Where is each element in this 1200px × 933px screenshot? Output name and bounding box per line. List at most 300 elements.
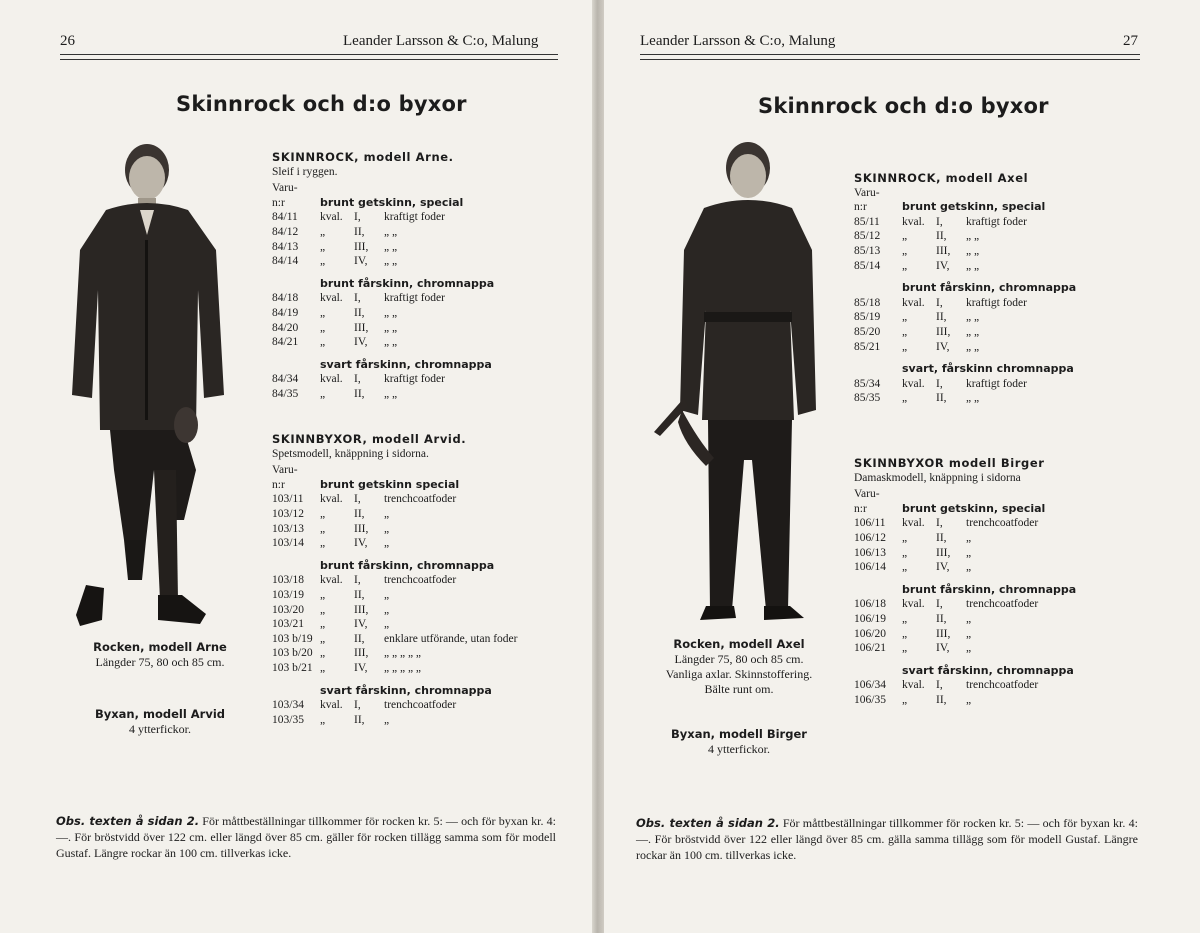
page-title: Skinnrock och d:o byxor (758, 94, 1049, 118)
quality-grade: II, (354, 588, 365, 601)
quality-grade: II, (936, 531, 947, 544)
article-number: 84/34 (272, 373, 299, 386)
page-header: Leander Larsson & C:o, Malung (343, 33, 539, 49)
spec-row (854, 531, 1154, 546)
obs-note (56, 813, 556, 861)
lining: kraftigt foder (966, 215, 1027, 228)
lining: „ (966, 546, 972, 559)
spec-group-heading-row (272, 277, 572, 292)
varu-label-2: n:r (272, 196, 285, 209)
caption-pants-text: 4 ytterfickor. (708, 742, 770, 756)
quality-label: „ (902, 693, 908, 706)
spec-group-heading: svart fårskinn, chromnappa (902, 663, 1074, 677)
spec-group (854, 362, 1154, 406)
quality-grade: I, (936, 517, 943, 530)
article-number: 103/11 (272, 493, 304, 506)
spec-row (854, 244, 1154, 259)
quality-label: kval. (902, 296, 925, 309)
spec-row (854, 560, 1154, 575)
spec-pants-birger (854, 456, 1154, 708)
article-number: 85/13 (854, 244, 881, 257)
coat-photo-arne (66, 140, 228, 635)
quality-label: „ (902, 340, 908, 353)
spec-group (272, 684, 572, 728)
article-number: 85/34 (854, 377, 881, 390)
article-number: 84/35 (272, 387, 299, 400)
lining: enklare utförande, utan foder (384, 632, 518, 645)
article-number: 84/19 (272, 306, 299, 319)
article-number: 84/20 (272, 321, 299, 334)
caption-coat (644, 637, 834, 697)
quality-label: „ (320, 661, 326, 674)
spec-group-heading: svart fårskinn, chromnappa (320, 683, 492, 697)
spec-row (272, 225, 572, 240)
quality-label: „ (320, 225, 326, 238)
spec-table (272, 478, 572, 728)
lining: trenchcoatfoder (384, 493, 457, 506)
varu-label-2 (272, 358, 320, 373)
spec-group-heading-row (854, 281, 1154, 296)
lining: „ (384, 507, 390, 520)
spec-row (272, 617, 572, 632)
quality-label: „ (902, 627, 908, 640)
spec-row (854, 597, 1154, 612)
spec-group (272, 478, 572, 551)
spec-group (854, 281, 1154, 354)
quality-label: „ (902, 612, 908, 625)
spec-group-heading-row (854, 502, 1154, 517)
article-number: 103/35 (272, 713, 304, 726)
quality-label: „ (320, 522, 326, 535)
spec-row (272, 573, 572, 588)
article-number: 85/12 (854, 230, 881, 243)
spec-row (272, 291, 572, 306)
quality-label: kval. (320, 493, 343, 506)
quality-grade: II, (936, 230, 947, 243)
caption-coat (60, 640, 260, 670)
spec-coat-arne (272, 150, 572, 402)
quality-label: „ (320, 603, 326, 616)
lining: „ „ (966, 325, 980, 338)
varu-label-2 (854, 362, 902, 377)
quality-grade: II, (936, 612, 947, 625)
varu-label-2 (272, 684, 320, 699)
lining: „ (966, 612, 972, 625)
quality-grade: IV, (936, 259, 950, 272)
spec-row (272, 210, 572, 225)
quality-label: „ (320, 255, 326, 268)
quality-label: „ (902, 531, 908, 544)
varu-label-1: Varu- (272, 182, 298, 195)
quality-label: „ (320, 321, 326, 334)
lining: kraftigt foder (384, 373, 445, 386)
spec-subtitle: Sleif i ryggen. (272, 165, 338, 178)
caption-pants (60, 707, 260, 737)
article-number: 103/20 (272, 603, 304, 616)
header-rule (60, 54, 558, 60)
spec-group-heading-row (854, 664, 1154, 679)
varu-label-1: Varu- (854, 186, 880, 199)
lining: trenchcoatfoder (384, 699, 457, 712)
article-number: 106/35 (854, 693, 886, 706)
spec-group-heading-row (854, 362, 1154, 377)
spec-group (272, 277, 572, 350)
spec-group (272, 358, 572, 402)
quality-grade: III, (936, 546, 951, 559)
article-number: 106/20 (854, 627, 886, 640)
varu-label (854, 487, 1154, 502)
spec-group-heading: brunt getskinn, special (902, 501, 1046, 515)
varu-label-2 (272, 277, 320, 292)
spec-subtitle: Damaskmodell, knäppning i sidorna (854, 471, 1021, 484)
spec-row (854, 641, 1154, 656)
caption-coat-line1: Längder 75, 80 och 85 cm. (674, 652, 804, 666)
spec-group-heading-row (272, 196, 572, 211)
spec-row (272, 240, 572, 255)
page-number: 27 (1123, 33, 1138, 49)
quality-grade: IV, (354, 537, 368, 550)
spec-row (854, 627, 1154, 642)
quality-grade: II, (936, 311, 947, 324)
obs-text: För måttbeställningar tillkommer för rocken kr. 5: — och för byxan kr. 4: —. För bröstvidd över 122 cm. eller längd över 85 cm. gäller för rocken tillägg samma som för modell Gustaf. Längre rockar än 100 cm. tillverkas icke. (56, 814, 556, 860)
spec-title: SKINNROCK, modell Axel (854, 171, 1029, 185)
lining: „ „ (966, 340, 980, 353)
quality-grade: I, (936, 598, 943, 611)
article-number: 84/11 (272, 211, 298, 224)
spec-row (272, 372, 572, 387)
spec-group-heading: brunt fårskinn, chromnappa (902, 582, 1077, 596)
spec-group-heading-row (854, 200, 1154, 215)
caption-coat-title: Rocken, modell Arne (93, 640, 227, 654)
article-number: 85/14 (854, 259, 881, 272)
spec-title: SKINNBYXOR modell Birger (854, 456, 1045, 470)
varu-label-2 (854, 583, 902, 598)
obs-text: För måttbeställningar tillkommer för rocken kr. 5: — och för byxan kr. 4: —. För bröstvidd över 122 eller längd över 85 cm. gälla samma tillägg som för modell Gustaf. Längre rockar än 100 cm. tillverkas icke. (636, 816, 1138, 862)
spec-row (854, 215, 1154, 230)
spec-group (854, 200, 1154, 273)
article-number: 103/19 (272, 588, 304, 601)
article-number: 106/34 (854, 679, 886, 692)
quality-grade: IV, (936, 642, 950, 655)
lining: trenchcoatfoder (384, 574, 457, 587)
spec-group (854, 664, 1154, 708)
lining: „ „ (384, 306, 398, 319)
quality-grade: III, (936, 244, 951, 257)
quality-grade: III, (936, 627, 951, 640)
page-title: Skinnrock och d:o byxor (176, 92, 467, 116)
quality-grade: II, (354, 387, 365, 400)
article-number: 103/13 (272, 522, 304, 535)
quality-label: „ (320, 632, 326, 645)
article-number: 84/13 (272, 240, 299, 253)
lining: trenchcoatfoder (966, 598, 1039, 611)
spec-row (854, 259, 1154, 274)
spec-group (272, 559, 572, 676)
spec-row (854, 229, 1154, 244)
article-number: 106/18 (854, 598, 886, 611)
spec-table (854, 200, 1154, 406)
lining: „ (966, 561, 972, 574)
quality-grade: III, (354, 647, 369, 660)
varu-label-2: n:r (272, 478, 285, 491)
obs-lead: Obs. texten å sidan 2. (56, 814, 200, 828)
quality-label: „ (902, 561, 908, 574)
lining: „ „ (384, 387, 398, 400)
coat-photo-axel (648, 140, 820, 625)
spec-row (854, 377, 1154, 392)
spec-title: SKINNBYXOR, modell Arvid. (272, 432, 467, 446)
spec-row (272, 713, 572, 728)
lining: trenchcoatfoder (966, 517, 1039, 530)
caption-coat-line3: Bälte runt om. (704, 682, 774, 696)
quality-grade: IV, (354, 661, 368, 674)
varu-label (854, 186, 1154, 201)
article-number: 106/14 (854, 561, 886, 574)
varu-label (272, 181, 572, 196)
varu-label (272, 463, 572, 478)
quality-grade: II, (354, 507, 365, 520)
spec-group (272, 196, 572, 269)
quality-label: „ (902, 392, 908, 405)
spec-row (854, 296, 1154, 311)
caption-coat-line2: Vanliga axlar. Skinnstoffering. (665, 667, 813, 681)
lining: „ (384, 713, 390, 726)
article-number: 103 b/20 (272, 647, 313, 660)
lining: „ „ (384, 240, 398, 253)
quality-label: „ (320, 387, 326, 400)
varu-label-1: Varu- (854, 488, 880, 501)
spec-group-heading-row (272, 684, 572, 699)
spec-row (272, 588, 572, 603)
quality-label: „ (320, 507, 326, 520)
left-page (0, 0, 592, 933)
quality-grade: I, (354, 292, 361, 305)
article-number: 85/19 (854, 311, 881, 324)
quality-label: „ (320, 647, 326, 660)
quality-grade: IV, (936, 340, 950, 353)
lining: „ „ (966, 392, 980, 405)
quality-grade: I, (354, 211, 361, 224)
spec-row (854, 612, 1154, 627)
quality-grade: III, (354, 240, 369, 253)
varu-label-2 (272, 559, 320, 574)
quality-label: „ (320, 713, 326, 726)
quality-label: kval. (320, 292, 343, 305)
lining: „ (966, 642, 972, 655)
spec-group-heading: svart fårskinn, chromnappa (320, 357, 492, 371)
quality-label: „ (320, 240, 326, 253)
quality-label: „ (320, 588, 326, 601)
spec-row (272, 254, 572, 269)
quality-label: „ (902, 546, 908, 559)
quality-label: kval. (902, 598, 925, 611)
article-number: 103/12 (272, 507, 304, 520)
quality-grade: II, (354, 713, 365, 726)
quality-label: „ (320, 306, 326, 319)
quality-grade: IV, (354, 618, 368, 631)
caption-pants-text: 4 ytterfickor. (129, 722, 191, 736)
quality-label: kval. (902, 679, 925, 692)
article-number: 103/21 (272, 618, 304, 631)
quality-label: kval. (320, 574, 343, 587)
article-number: 85/18 (854, 296, 881, 309)
caption-coat-text: Längder 75, 80 och 85 cm. (95, 655, 225, 669)
quality-grade: II, (354, 306, 365, 319)
spec-group-heading-row (272, 478, 572, 493)
lining: „ „ (384, 255, 398, 268)
quality-grade: I, (936, 377, 943, 390)
varu-label-2: n:r (854, 502, 867, 515)
article-number: 85/11 (854, 215, 880, 228)
lining: „ (966, 627, 972, 640)
quality-label: kval. (320, 373, 343, 386)
lining: „ „ (384, 336, 398, 349)
article-number: 84/14 (272, 255, 299, 268)
lining: „ „ (384, 225, 398, 238)
spec-group (854, 502, 1154, 575)
spec-row (272, 306, 572, 321)
varu-label-2: n:r (854, 201, 867, 214)
spec-row (272, 632, 572, 647)
quality-grade: II, (936, 693, 947, 706)
quality-grade: III, (354, 321, 369, 334)
spec-group (854, 583, 1154, 656)
quality-grade: II, (354, 632, 365, 645)
quality-grade: I, (936, 679, 943, 692)
spec-row (854, 678, 1154, 693)
quality-grade: IV, (354, 255, 368, 268)
spec-row (854, 693, 1154, 708)
spec-row (272, 492, 572, 507)
quality-grade: III, (354, 603, 369, 616)
quality-grade: III, (936, 325, 951, 338)
quality-grade: I, (936, 215, 943, 228)
quality-label: „ (902, 325, 908, 338)
quality-grade: II, (936, 392, 947, 405)
lining: „ „ (966, 244, 980, 257)
obs-note (636, 815, 1138, 863)
quality-label: „ (320, 537, 326, 550)
quality-grade: I, (354, 493, 361, 506)
lining: „ (966, 531, 972, 544)
lining: kraftigt foder (966, 377, 1027, 390)
quality-grade: IV, (936, 561, 950, 574)
article-number: 84/12 (272, 225, 299, 238)
spec-row (272, 387, 572, 402)
quality-grade: III, (354, 522, 369, 535)
spec-row (272, 507, 572, 522)
article-number: 103/18 (272, 574, 304, 587)
caption-pants (644, 727, 834, 757)
article-number: 106/19 (854, 612, 886, 625)
lining: trenchcoatfoder (966, 679, 1039, 692)
quality-label: „ (902, 244, 908, 257)
article-number: 84/21 (272, 336, 299, 349)
spec-row (272, 646, 572, 661)
quality-grade: II, (354, 225, 365, 238)
lining: „ „ „ „ „ (384, 661, 422, 674)
spec-coat-axel (854, 171, 1154, 406)
lining: „ (384, 588, 390, 601)
spec-table (854, 502, 1154, 708)
spec-row (272, 522, 572, 537)
spec-group-heading-row (272, 358, 572, 373)
spec-title: SKINNROCK, modell Arne. (272, 150, 454, 164)
article-number: 103 b/19 (272, 632, 313, 645)
lining: „ „ (966, 311, 980, 324)
spec-pants-arvid (272, 432, 572, 727)
quality-label: kval. (902, 377, 925, 390)
caption-pants-title: Byxan, modell Arvid (94, 707, 226, 721)
quality-label: „ (902, 311, 908, 324)
quality-label: „ (902, 259, 908, 272)
spec-subtitle: Spetsmodell, knäppning i sidorna. (272, 447, 429, 460)
quality-label: „ (320, 336, 326, 349)
quality-label: „ (902, 230, 908, 243)
spec-group-heading: brunt fårskinn, chromnappa (902, 281, 1077, 295)
quality-grade: I, (936, 296, 943, 309)
article-number: 85/35 (854, 392, 881, 405)
spec-row (272, 335, 572, 350)
article-number: 106/13 (854, 546, 886, 559)
varu-label-2 (854, 281, 902, 296)
spec-group-heading: brunt getskinn special (320, 477, 460, 491)
article-number: 106/11 (854, 517, 886, 530)
obs-lead: Obs. texten å sidan 2. (636, 816, 780, 830)
quality-grade: I, (354, 574, 361, 587)
quality-label: „ (320, 618, 326, 631)
page-number: 26 (60, 33, 75, 49)
caption-coat-title: Rocken, modell Axel (673, 637, 805, 651)
lining: „ „ (966, 259, 980, 272)
spec-row (272, 536, 572, 551)
lining: kraftigt foder (384, 292, 445, 305)
lining: „ „ (384, 321, 398, 334)
quality-label: „ (902, 642, 908, 655)
spec-group-heading-row (272, 559, 572, 574)
lining: „ (384, 618, 390, 631)
spec-row (272, 603, 572, 618)
page-header: Leander Larsson & C:o, Malung (640, 33, 836, 49)
lining: „ (384, 522, 390, 535)
lining: „ (966, 693, 972, 706)
varu-label-1: Varu- (272, 464, 298, 477)
lining: „ (384, 603, 390, 616)
spec-row (854, 340, 1154, 355)
spec-group-heading-row (854, 583, 1154, 598)
spec-table (272, 196, 572, 402)
spec-row (272, 661, 572, 676)
varu-label-2 (854, 664, 902, 679)
article-number: 106/21 (854, 642, 886, 655)
lining: kraftigt foder (384, 211, 445, 224)
right-page (604, 0, 1200, 933)
lining: „ (384, 537, 390, 550)
spec-row (854, 546, 1154, 561)
spec-row (272, 698, 572, 713)
article-number: 103/14 (272, 537, 304, 550)
article-number: 106/12 (854, 531, 886, 544)
spec-row (854, 310, 1154, 325)
lining: „ „ (966, 230, 980, 243)
spec-row (854, 391, 1154, 406)
spec-group-heading: brunt getskinn, special (320, 195, 464, 209)
spec-group-heading: brunt fårskinn, chromnappa (320, 276, 495, 290)
quality-label: kval. (902, 215, 925, 228)
quality-label: kval. (320, 699, 343, 712)
article-number: 85/20 (854, 325, 881, 338)
quality-label: kval. (902, 517, 925, 530)
